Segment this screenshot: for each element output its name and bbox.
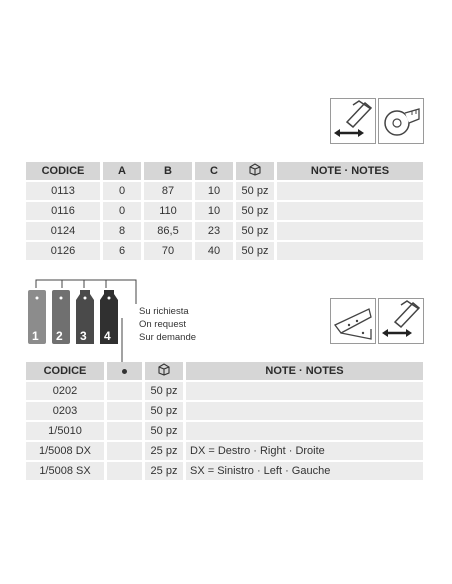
header-codice: CODICE — [26, 362, 104, 380]
cell-color — [107, 402, 142, 420]
cell-qty: 50 pz — [236, 202, 274, 220]
cell-qty: 50 pz — [145, 382, 183, 400]
cell-a: 0 — [103, 202, 141, 220]
cell-qty: 50 pz — [236, 242, 274, 260]
table-row — [26, 462, 423, 480]
table-row — [26, 222, 423, 240]
header-notes: NOTE · NOTES — [186, 362, 423, 380]
cell-c: 23 — [195, 222, 233, 240]
cell-note — [186, 402, 423, 420]
measuring-tape-icon — [378, 98, 424, 144]
request-line-it: Su richiesta — [139, 306, 189, 317]
cell-qty: 50 pz — [145, 402, 183, 420]
cell-note — [277, 182, 423, 200]
cell-a: 6 — [103, 242, 141, 260]
header-c: C — [195, 162, 233, 180]
cell-codice: 0124 — [26, 222, 100, 240]
table-row — [26, 422, 423, 440]
hex-key-arrow-icon — [330, 98, 376, 144]
cell-b: 87 — [144, 182, 192, 200]
table-row — [26, 442, 423, 460]
cell-qty: 50 pz — [236, 222, 274, 240]
cell-note: SX = Sinistro · Left · Gauche — [186, 462, 423, 480]
tag-number-1: 1 — [32, 329, 39, 343]
header-b: B — [144, 162, 192, 180]
package-icon — [236, 162, 274, 180]
cell-codice: 0116 — [26, 202, 100, 220]
cell-color — [107, 382, 142, 400]
cell-codice: 0126 — [26, 242, 100, 260]
cell-qty: 25 pz — [145, 462, 183, 480]
request-line-fr: Sur demande — [139, 332, 197, 343]
header-codice: CODICE — [26, 162, 100, 180]
tag-number-4: 4 — [104, 329, 111, 343]
cell-codice: 1/5010 — [26, 422, 104, 440]
cell-codice: 1/5008 SX — [26, 462, 104, 480]
cell-c: 10 — [195, 182, 233, 200]
table-header-row — [26, 162, 423, 180]
tag-number-3: 3 — [80, 329, 87, 343]
cell-color — [107, 422, 142, 440]
cell-a: 0 — [103, 182, 141, 200]
cell-b: 70 — [144, 242, 192, 260]
cell-note: DX = Destro · Right · Droite — [186, 442, 423, 460]
cell-a: 8 — [103, 222, 141, 240]
cell-b: 86,5 — [144, 222, 192, 240]
header-a: A — [103, 162, 141, 180]
cell-qty: 50 pz — [145, 422, 183, 440]
cell-qty: 50 pz — [236, 182, 274, 200]
tag-number-2: 2 — [56, 329, 63, 343]
hex-key-arrow-icon — [378, 298, 424, 344]
table-header-row — [26, 362, 423, 380]
table-row — [26, 242, 423, 260]
cell-c: 10 — [195, 202, 233, 220]
table-row — [26, 182, 423, 200]
cell-color — [107, 442, 142, 460]
cell-note — [186, 382, 423, 400]
cell-b: 110 — [144, 202, 192, 220]
table-row — [26, 382, 423, 400]
dot-icon — [107, 362, 142, 380]
cell-c: 40 — [195, 242, 233, 260]
cell-note — [277, 222, 423, 240]
request-line-en: On request — [139, 319, 186, 330]
cell-codice: 1/5008 DX — [26, 442, 104, 460]
cell-note — [186, 422, 423, 440]
header-notes: NOTE · NOTES — [277, 162, 423, 180]
table-row — [26, 202, 423, 220]
package-icon — [145, 362, 183, 380]
dimensions-table — [23, 160, 426, 262]
on-request-text — [139, 305, 196, 344]
angle-plate-icon — [330, 298, 376, 344]
cell-codice: 0202 — [26, 382, 104, 400]
cell-note — [277, 242, 423, 260]
codes-table — [23, 360, 426, 482]
cell-codice: 0113 — [26, 182, 100, 200]
table-row — [26, 402, 423, 420]
cell-qty: 25 pz — [145, 442, 183, 460]
cell-codice: 0203 — [26, 402, 104, 420]
cell-note — [277, 202, 423, 220]
cell-color — [107, 462, 142, 480]
